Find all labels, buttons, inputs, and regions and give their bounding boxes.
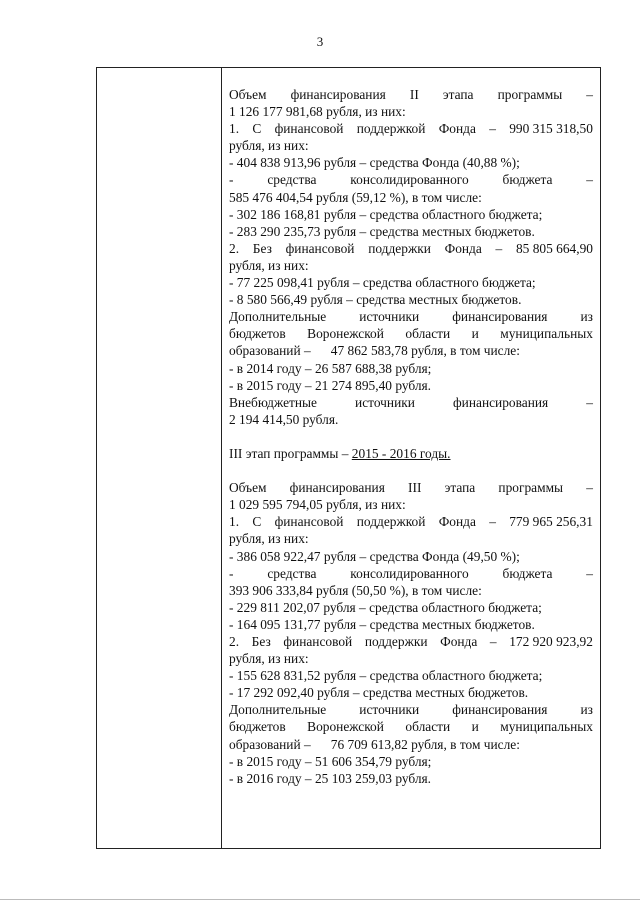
stage-3-no-fund-local: - 17 292 092,40 рубля – средства местных бюджетов. (229, 685, 529, 701)
justified-word: 990 315 318,50 (509, 121, 593, 137)
column-divider (221, 68, 222, 848)
stage-3-consolidated-line (229, 565, 593, 582)
stage-3-fund-support-end: рубля, из них: (229, 531, 309, 547)
justified-word: поддержки (368, 240, 431, 256)
justified-word: бюджетов (229, 719, 286, 735)
justified-word: Воронежской (307, 326, 384, 342)
stage-3-no-fund-regional: - 155 628 831,52 рубля – средства областного бюджета; (229, 668, 543, 684)
justified-word: средства (267, 172, 317, 188)
stage-2-consolidated-amount: 585 476 404,54 рубля (59,12 %), в том числе: (229, 189, 482, 205)
justified-word: Внебюджетные (229, 394, 317, 410)
table-cell-content (229, 86, 593, 787)
justified-word: области (405, 326, 451, 342)
justified-word: Фонда (444, 240, 482, 256)
stage-3-consolidated-local: - 164 095 131,77 рубля – средства местных бюджетов. (229, 616, 535, 632)
justified-word: - (229, 172, 234, 188)
justified-word: 85 805 664,90 (515, 240, 593, 256)
stage-2-fund-support-line (229, 120, 593, 137)
stage-3-title-line (229, 479, 593, 496)
justified-word: и (471, 326, 479, 342)
stage-2-consolidated-line (229, 171, 593, 188)
page-bottom-edge (0, 899, 640, 900)
justified-word: С (252, 121, 262, 137)
justified-word: III (408, 480, 422, 496)
spacer (229, 428, 593, 445)
stage-3-no-fund-end: рубля, из них: (229, 651, 309, 667)
justified-word: этапа (444, 480, 476, 496)
justified-word: этапа (442, 87, 474, 102)
justified-word: поддержкой (356, 514, 426, 530)
stage-2-year-2015: - в 2015 году – 21 274 895,40 рубля. (229, 377, 432, 393)
justified-word: – (586, 565, 593, 581)
justified-word: Воронежской (307, 719, 384, 735)
stage-3-additional-line-2 (229, 718, 593, 735)
stage-2-total: 1 126 177 981,68 рубля, из них: (229, 104, 406, 120)
justified-word: – (586, 480, 593, 496)
justified-word: бюджетов (229, 326, 286, 342)
stage-3-no-fund-line (229, 633, 593, 650)
justified-word: финансовой (285, 240, 355, 256)
justified-word: – (489, 121, 496, 137)
stage-2-no-fund-local: - 8 580 566,49 рубля – средства местных бюджетов. (229, 292, 522, 308)
stage-2-consolidated-local: - 283 290 235,73 рубля – средства местных бюджетов. (229, 223, 535, 239)
stage-3-consolidated-amount: 393 906 333,84 рубля (50,50 %), в том числе: (229, 582, 482, 598)
justified-word: финансирования (453, 394, 549, 410)
justified-word: 2. (229, 240, 240, 256)
stage-2-extrabudget-amount: 2 194 414,50 рубля. (229, 411, 339, 427)
stage-2-no-fund-regional: - 77 225 098,41 рубля – средства областного бюджета; (229, 275, 536, 291)
stage-3-fund-share: - 386 058 922,47 рубля – средства Фонда (49,50 %); (229, 548, 520, 564)
justified-word: бюджета (502, 172, 553, 188)
justified-word: Без (252, 240, 272, 256)
justified-word: – (489, 514, 496, 530)
justified-word: финансовой (274, 514, 344, 530)
stage-2-additional-line-1 (229, 308, 593, 325)
stage-2-extrabudget-line (229, 394, 593, 411)
stage-2-consolidated-regional: - 302 186 168,81 рубля – средства областного бюджета; (229, 206, 543, 222)
spacer (229, 462, 593, 479)
justified-word: 1. (229, 514, 240, 530)
justified-word: финансовой (274, 121, 344, 137)
stage-3-fund-support-line (229, 513, 593, 530)
stage-2-additional-line-2 (229, 325, 593, 342)
justified-word: финансирования (452, 702, 548, 718)
justified-word: финансирования (452, 309, 548, 325)
stage-2-no-fund-line (229, 240, 593, 257)
stage-2-year-2014: - в 2014 году – 26 587 688,38 рубля; (229, 360, 432, 376)
justified-word: 2. (229, 634, 240, 649)
stage-2-fund-support-end: рубля, из них: (229, 138, 309, 154)
justified-word: Дополнительные (229, 702, 327, 718)
justified-word: области (405, 719, 451, 735)
justified-word: Без (251, 634, 271, 649)
stage-3-additional-amount: образований – 76 709 613,82 рубля, в том числе: (229, 736, 520, 752)
justified-word: – (586, 172, 593, 188)
justified-word: муниципальных (500, 719, 593, 735)
stage-2-additional-amount: образований – 47 862 583,78 рубля, в том числе: (229, 343, 520, 359)
justified-word: источники (359, 309, 420, 325)
justified-word: – (495, 240, 503, 256)
stage-3-year-2016: - в 2016 году – 25 103 259,03 рубля. (229, 770, 432, 786)
stage-2-fund-share: - 404 838 913,96 рубля – средства Фонда (40,88 %); (229, 155, 520, 171)
justified-word: 779 965 256,31 (509, 514, 593, 530)
justified-word: и (471, 719, 479, 735)
justified-word: Фонда (440, 634, 478, 649)
justified-word: – (586, 87, 593, 102)
justified-word: из (580, 702, 593, 718)
stage-3-additional-line-1 (229, 701, 593, 718)
justified-word: поддержки (364, 634, 428, 649)
justified-word: финансирования (289, 480, 385, 496)
justified-word: II (409, 87, 419, 102)
justified-word: источники (355, 394, 415, 410)
stage-3-consolidated-regional: - 229 811 202,07 рубля – средства областного бюджета; (229, 599, 542, 615)
justified-word: Фонда (438, 121, 476, 137)
justified-word: финансирования (290, 87, 386, 102)
stage-2-title-line (229, 86, 593, 103)
justified-word: 172 920 923,92 (509, 634, 593, 649)
justified-word: Фонда (438, 514, 476, 530)
stage-3-heading-years: 2015 - 2016 годы. (351, 445, 451, 461)
justified-word: из (580, 309, 593, 325)
justified-word: 1. (229, 121, 240, 137)
justified-word: Объем (229, 480, 267, 496)
justified-word: бюджета (502, 565, 553, 581)
content-table (96, 67, 601, 849)
justified-word: консолидированного (350, 565, 469, 581)
justified-word: Дополнительные (229, 309, 327, 325)
justified-word: источники (359, 702, 420, 718)
justified-word: С (252, 514, 262, 530)
justified-word: муниципальных (500, 326, 593, 342)
stage-3-total: 1 029 595 794,05 рубля, из них: (229, 497, 406, 513)
page-number: 3 (316, 34, 324, 49)
justified-word: – (586, 394, 593, 410)
stage-3-year-2015: - в 2015 году – 51 606 354,79 рубля; (229, 753, 432, 769)
justified-word: консолидированного (350, 172, 469, 188)
justified-word: - (229, 565, 234, 581)
justified-word: Объем (229, 87, 267, 102)
stage-2-no-fund-end: рубля, из них: (229, 257, 309, 273)
stage-3-heading-prefix: III этап программы – (229, 445, 352, 461)
justified-word: программы (497, 87, 563, 102)
justified-word: финансовой (283, 634, 353, 649)
stage-3-heading (229, 445, 593, 462)
justified-word: поддержкой (356, 121, 426, 137)
justified-word: средства (267, 565, 317, 581)
justified-word: программы (498, 480, 564, 496)
justified-word: – (489, 634, 497, 649)
